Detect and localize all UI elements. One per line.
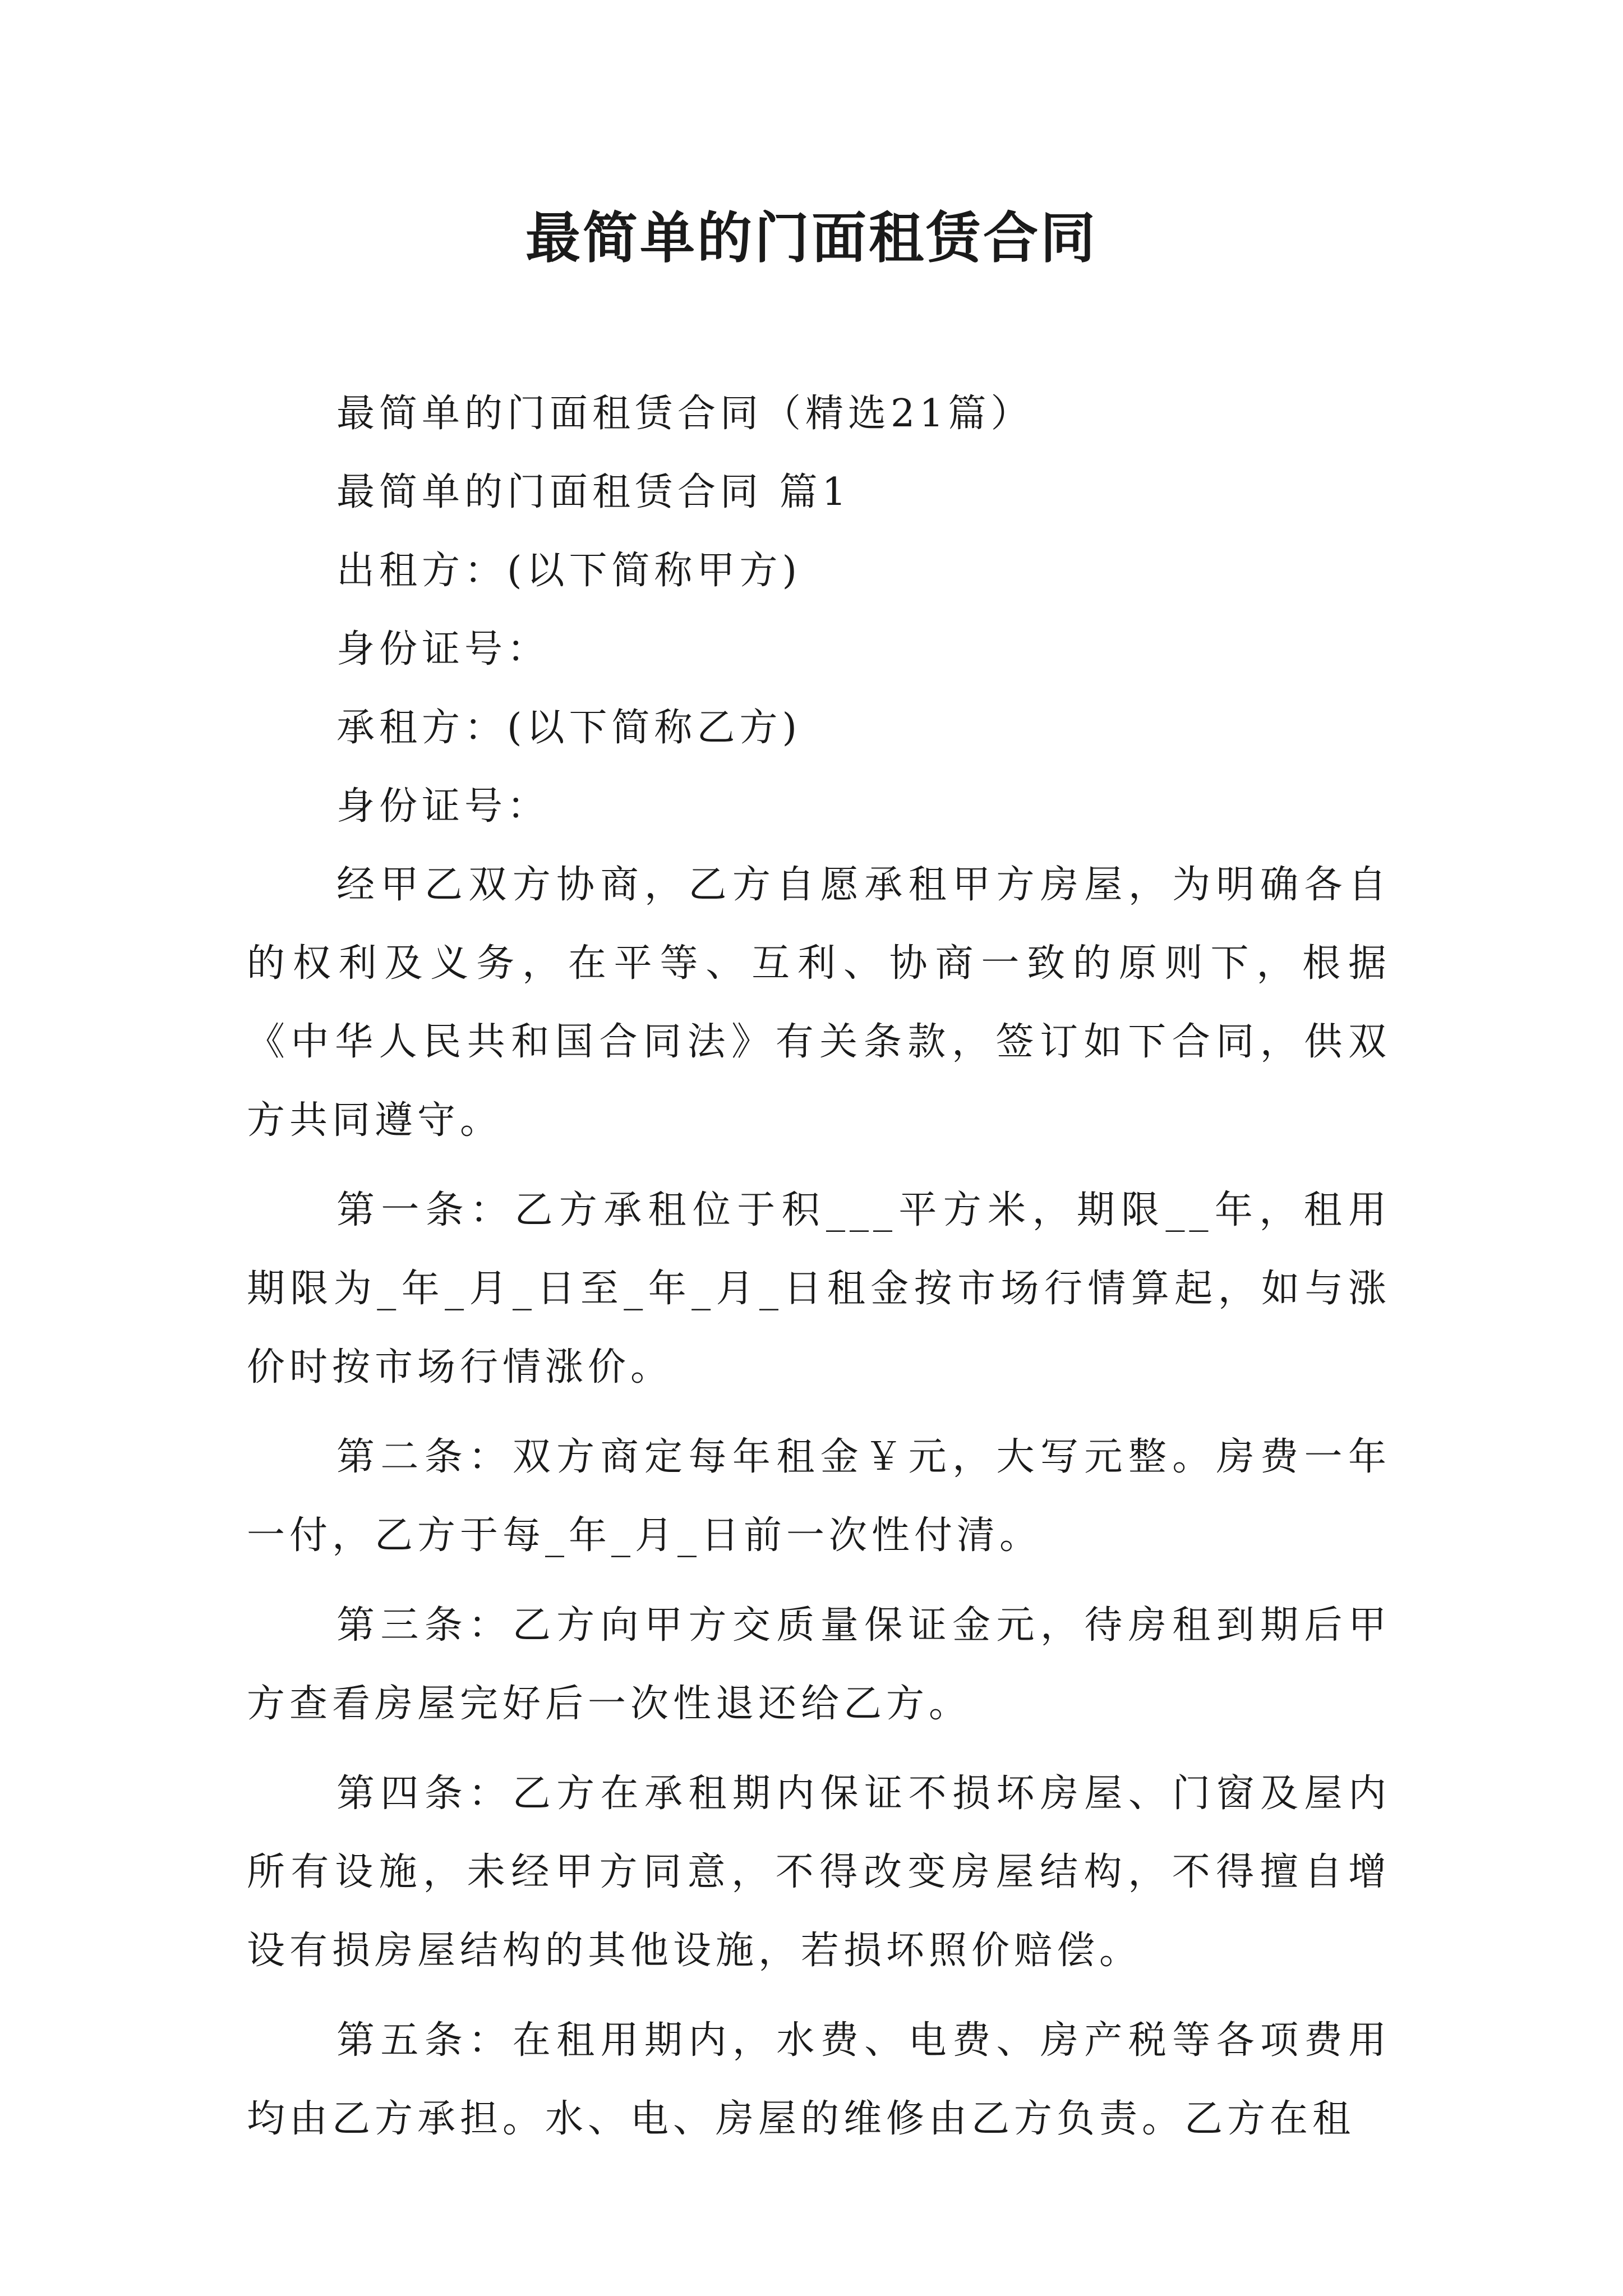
paragraph-subtitle: 最简单的门面租赁合同（精选21篇） [336,392,1034,436]
paragraph-article-5: 第五条：在租用期内，水费、电费、房产税等各项费用均由乙方承担。水、电、房屋的维修由乙方负责。乙方在租 [247,2018,1391,2141]
paragraph-article-4: 第四条：乙方在承租期内保证不损坏房屋、门窗及屋内所有设施，未经甲方同意，不得改变房屋结构，不得擅自增设有损房屋结构的其他设施，若损坏照价赔偿。 [247,1772,1391,1973]
paragraph-preamble: 经甲乙双方协商，乙方自愿承租甲方房屋，为明确各自的权利及义务，在平等、互利、协商一致的原则下，根据《中华人民共和国合同法》有关条款，签订如下合同，供双方共同遵守。 [247,863,1391,1143]
paragraph-lessee-id: 身份证号： [336,784,550,829]
paragraph-article-2: 第二条：双方商定每年租金￥元，大写元整。房费一年一付，乙方于每_年_月_日前一次性付清。 [247,1435,1391,1558]
paragraph-lessor: 出租方：(以下简称甲方) [336,549,802,593]
document-body [247,375,1391,2159]
paragraph-article-3: 第三条：乙方向甲方交质量保证金元，待房租到期后甲方查看房屋完好后一次性退还给乙方。 [247,1603,1391,1726]
paragraph-section-heading: 最简单的门面租赁合同 篇1 [336,470,851,514]
document-title: 最简单的门面租赁合同 [525,206,1098,270]
paragraph-lessor-id: 身份证号： [336,627,550,671]
paragraph-article-1: 第一条：乙方承租位于积___平方米，期限__年，租用期限为_年_月_日至_年_月_日租金按市场行情算起，如与涨价时按市场行情涨价。 [247,1188,1391,1389]
paragraph-lessee: 承租方：(以下简称乙方) [336,706,802,750]
